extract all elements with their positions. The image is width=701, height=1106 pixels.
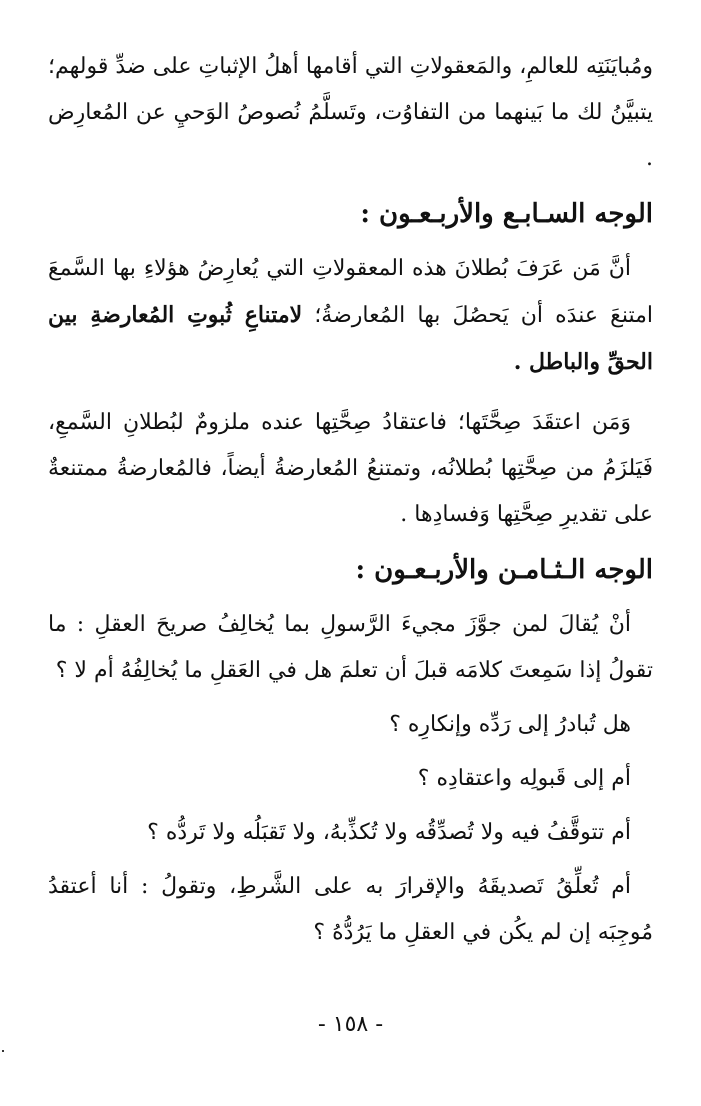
- question-2: أم إلى قَبولِه واعتقادِه ؟: [417, 766, 631, 791]
- paragraph-2-bold-text: لامتناعِ ثُبوتِ المُعارضةِ بين الحقِّ والباطل .: [48, 302, 653, 375]
- paragraph-5: أم تُعلِّقُ تَصديقَهُ والإقرارَ به على الشَّرطِ، وتقولُ : أنا أعتقدُ مُوجِبَه إن لم يكُن في العقلِ ما يَرُدُّهُ ؟: [48, 874, 653, 945]
- scan-speck: [2, 1050, 4, 1052]
- heading-47: الوجه السـابـع والأربـعـون :: [360, 199, 653, 229]
- page-number: - ١٥٨ -: [317, 1012, 384, 1037]
- heading-48: الوجه الـثـامـن والأربـعـون :: [355, 555, 653, 585]
- spacer: [48, 238, 653, 246]
- spacer: [48, 594, 653, 602]
- paragraph-3: وَمَن اعتقَدَ صِحَّتَها؛ فاعتقادُ صِحَّتِها عنده ملزومٌ لبُطلانِ السَّمعِ، فَيَلزَمُ من صِحَّتِها بُطلانُه، وتمتنعُ المُعارضةُ أيضاً، فالمُعارضةُ ممتنعةٌ على تقديرِ صِحَّتِها وَفسادِها .: [48, 410, 653, 527]
- paragraph-2-text: أنَّ مَن عَرَفَ بُطلانَ هذه المعقولاتِ التي يُعارِضُ هؤلاءِ بها السَّمعَ امتنعَ عندَه أن يَحصُلَ بها المُعارضةُ؛: [48, 256, 653, 328]
- spacer: [48, 802, 653, 810]
- spacer: [48, 182, 653, 190]
- paragraph-2: [48, 246, 653, 386]
- spacer: [48, 856, 653, 864]
- spacer: [48, 694, 653, 702]
- spacer: [48, 538, 653, 546]
- paragraph-4: أنْ يُقالَ لمن جوَّزَ مجيءَ الرَّسولِ بما يُخالِفُ صريحَ العقلِ : ما تقولُ إذا سَمِعتَ كلامَه قبلَ أن تعلمَ هل في العَقلِ ما يُخالِفُهُ أم لا ؟: [48, 612, 653, 683]
- spacer: [48, 748, 653, 756]
- question-1: هل تُبادرُ إلى رَدِّه وإنكارِه ؟: [389, 712, 631, 737]
- page-body: [48, 44, 653, 956]
- spacer: [48, 386, 653, 400]
- paragraph-1: ومُبايَنَتِه للعالمِ، والمَعقولاتِ التي أقامها أهلُ الإثباتِ على ضدِّ قولهم؛ يتبيَّنُ لك ما بَينهما من التفاوُت، وتَسلَّمُ نُصوصُ الوَحيِ عن المُعارِض .: [48, 54, 653, 171]
- question-3: أم تتوقَّفُ فيه ولا تُصدِّقُه ولا تُكذِّبهُ، ولا تَقبَلُه ولا تَردُّه ؟: [147, 820, 631, 845]
